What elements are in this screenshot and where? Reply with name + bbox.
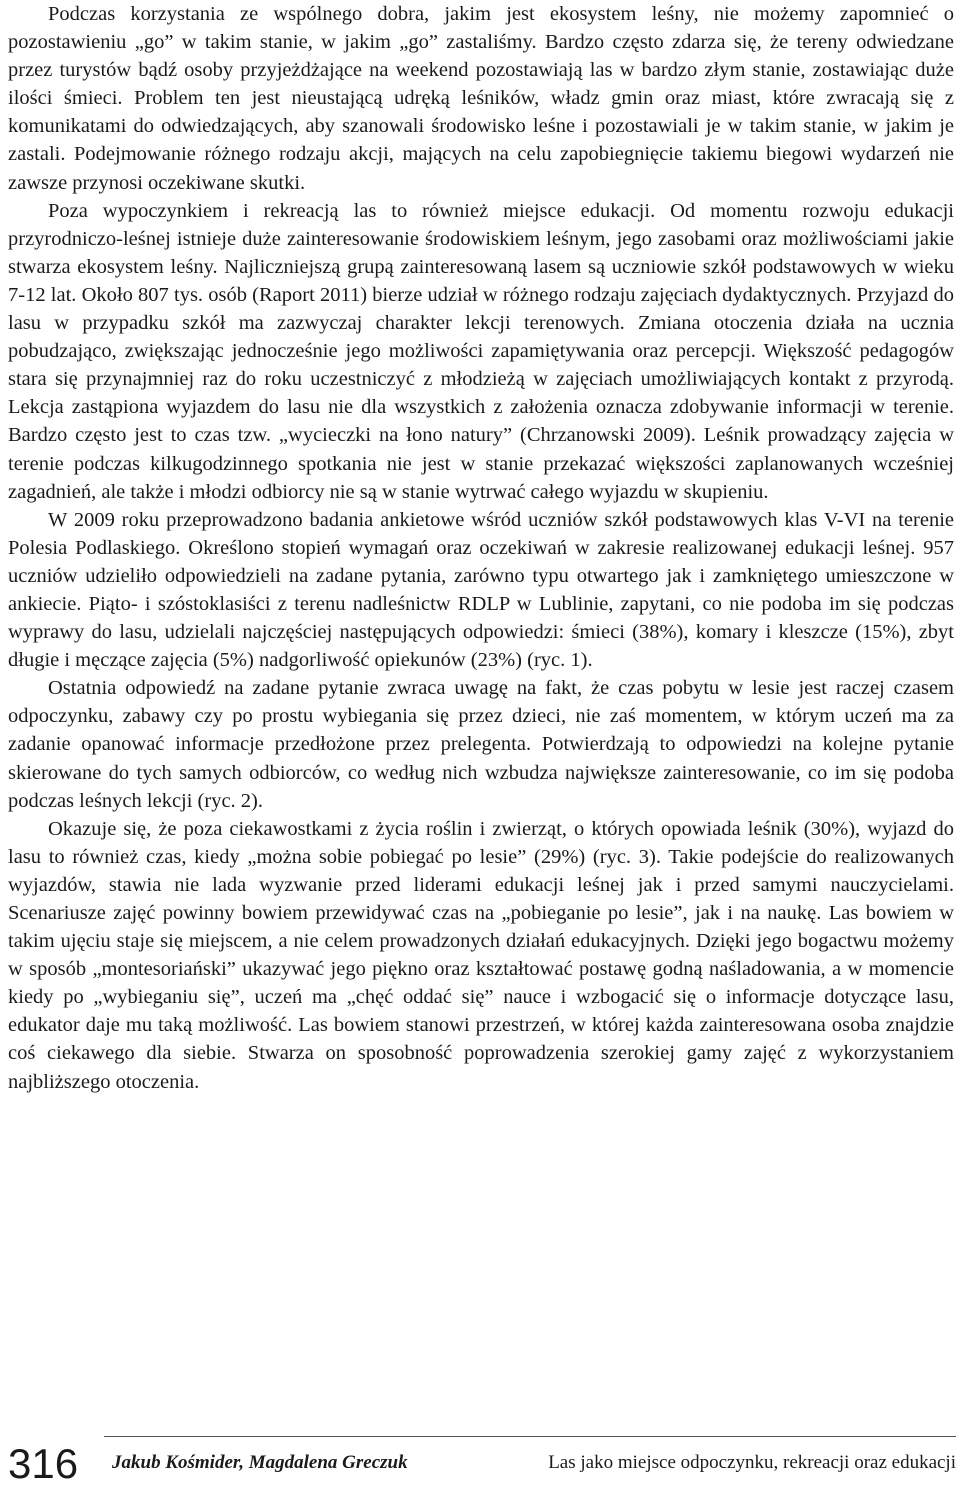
footer-running-title: Las jako miejsce odpoczynku, rekreacji oraz edukacji [548,1452,956,1473]
paragraph-1: Podczas korzystania ze wspólnego dobra, jakim jest ekosystem leśny, nie możemy zapomnieć o pozostawieniu „go” w takim stanie, w jakim „go” zastaliśmy. Bardzo często zdarza się, że tereny odwiedzane przez turystów bądź osoby przyjeżdżające na weekend pozostawiają las w bardzo złym stanie, zostawiając duże ilości śmieci. Problem ten jest nieustającą udręką leśników, władz gmin oraz miast, które zwracają się z komunikatami do odwiedzających, aby szanowali środowisko leśne i pozostawiali je w takim stanie, w jakim je zastali. Podejmowanie różnego rodzaju akcji, mających na celu zapobiegnięcie takiemu biegowi wydarzeń nie zawsze przynosi oczekiwane skutki. [8,3,954,194]
paragraph-4: Ostatnia odpowiedź na zadane pytanie zwraca uwagę na fakt, że czas pobytu w lesie jest raczej czasem odpoczynku, zabawy czy po prostu wybiegania się przez dzieci, nie zaś momentem, w którym uczeń ma za zadanie opanować informacje przedłożone przez prelegenta. Potwierdzają to odpowiedzi na kolejne pytanie skierowane do tych samych odbiorców, co według nich wzbudza największe zainteresowanie, co im się podoba podczas leśnych lekcji (ryc. 2). [8,677,954,812]
footer-authors: Jakub Kośmider, Magdalena Greczuk [112,1452,408,1473]
page-number: 316 [8,1440,79,1487]
paragraph-5: Okazuje się, że poza ciekawostkami z życia roślin i zwierząt, o których opowiada leśnik (30%), wyjazd do lasu to również czas, kiedy „można sobie pobiegać po lesie” (29%) (ryc. 3). Takie podejście do realizowanych wyjazdów, stawia nie lada wyzwanie przed liderami edukacji leśnej jak i przed samymi nauczycielami. Scenariusze zajęć powinny bowiem przewidywać czas na „pobieganie po lesie”, jak i na naukę. Las bowiem w takim ujęciu staje się miejscem, a nie celem prowadzonych działań edukacyjnych. Dzięki jego bogactwu możemy w sposób „montesoriański” ukazywać jego piękno oraz kształtować postawę godną naśladowania, a w momencie kiedy po „wybieganiu się”, uczeń ma „chęć oddać się” nauce i wzbogacić się o informacje dotyczące lasu, edukator daje mu taką możliwość. Las bowiem stanowi przestrzeń, w której każda zainteresowana osoba znajdzie coś ciekawego dla siebie. Stwarza on sposobność poprowadzenia szerokiej gamy zajęć z wykorzystaniem najbliższego otoczenia. [8,817,954,1093]
paragraph-3: W 2009 roku przeprowadzono badania ankietowe wśród uczniów szkół podstawowych klas V-VI na terenie Polesia Podlaskiego. Określono stopień wymagań oraz oczekiwań w zakresie realizowanej edukacji leśnej. 957 uczniów udzieliło odpowiedzieli na zadane pytania, zarówno typu otwartego jak i zamkniętego umieszczone w ankiecie. Piąto- i szóstoklasiści z terenu nadleśnictw RDLP w Lublinie, zapytani, co nie podoba im się podczas wyprawy do lasu, udzielali najczęściej następujących odpowiedzi: śmieci (38%), komary i kleszcze (15%), zbyt długie i męczące zajęcia (5%) nadgorliwość opiekunów (23%) (ryc. 1). [8,508,954,672]
paragraph-2: Poza wypoczynkiem i rekreacją las to również miejsce edukacji. Od momentu rozwoju edukacji przyrodniczo-leśnej istnieje duże zainteresowanie środowiskiem leśnym, jego zasobami oraz możliwościami jakie stwarza ekosystem leśny. Najliczniejszą grupą zainteresowaną lasem są uczniowie szkół podstawowych w wieku 7-12 lat. Około 807 tys. osób (Raport 2011) bierze udział w różnego rodzaju zajęciach dydaktycznych. Przyjazd do lasu w przypadku szkół ma zazwyczaj charakter lekcji terenowych. Zmiana otoczenia działa na ucznia pobudzająco, zwiększając jednocześnie jego możliwości zapamiętywania oraz percepcji. Większość pedagogów stara się przynajmniej raz do roku uczestniczyć z młodzieżą w zajęciach umożliwiających kontakt z przyrodą. Lekcja zastąpiona wyjazdem do lasu nie dla wszystkich z założenia oznacza zdobywanie informacji w terenie. Bardzo często jest to czas tzw. „wycieczki na łono natury” (Chrzanowski 2009). Leśnik prowadzący zajęcia w terenie podczas kilkugodzinnego spotkania nie jest w stanie przekazać większości zaplanowanych wcześniej zagadnień, ale także i młodzi odbiorcy nie są w stanie wytrwać całego wyjazdu w skupieniu. [8,199,954,503]
footer-divider [104,1436,956,1437]
article-body [8,0,954,1096]
